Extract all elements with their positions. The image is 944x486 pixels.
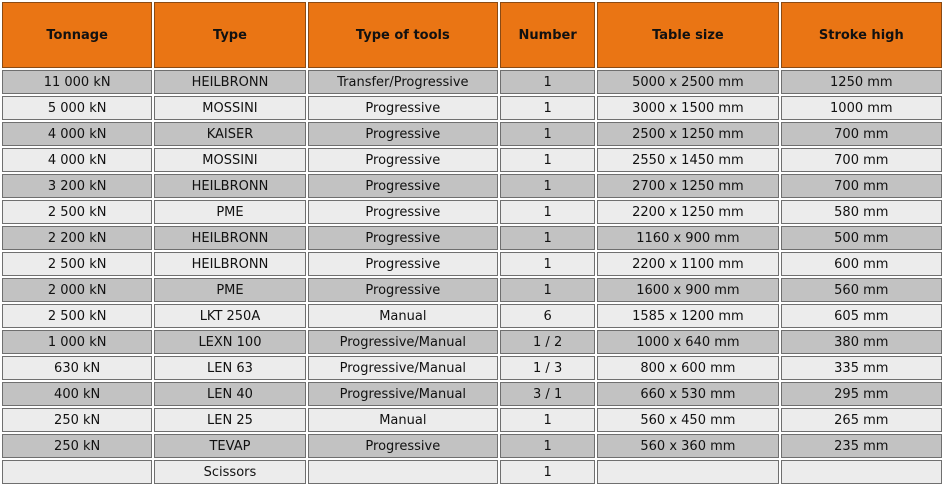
- stroke-cell: 600 mm: [781, 252, 942, 276]
- stroke-cell: [781, 460, 942, 484]
- table-row: [2, 200, 942, 224]
- number-cell: 3 / 1: [500, 382, 595, 406]
- number-cell: 1: [500, 226, 595, 250]
- number-cell: 1: [500, 70, 595, 94]
- column-header-table-size: Table size: [597, 2, 778, 68]
- tool-type-cell: Progressive/Manual: [308, 382, 498, 406]
- tonnage-cell: 3 200 kN: [2, 174, 152, 198]
- stroke-cell: 605 mm: [781, 304, 942, 328]
- stroke-cell: 1000 mm: [781, 96, 942, 120]
- type-cell: HEILBRONN: [154, 226, 305, 250]
- tool-type-cell: Progressive: [308, 278, 498, 302]
- type-cell: LKT 250A: [154, 304, 305, 328]
- tool-type-cell: Progressive: [308, 434, 498, 458]
- tool-type-cell: Progressive: [308, 252, 498, 276]
- tool-type-cell: Progressive/Manual: [308, 356, 498, 380]
- tool-type-cell: Progressive: [308, 226, 498, 250]
- type-cell: TEVAP: [154, 434, 305, 458]
- number-cell: 1: [500, 252, 595, 276]
- tool-type-cell: [308, 460, 498, 484]
- table-size-cell: 1585 x 1200 mm: [597, 304, 778, 328]
- tonnage-cell: 1 000 kN: [2, 330, 152, 354]
- column-header-number: Number: [500, 2, 595, 68]
- type-cell: HEILBRONN: [154, 174, 305, 198]
- stroke-cell: 700 mm: [781, 122, 942, 146]
- number-cell: 1: [500, 408, 595, 432]
- stroke-cell: 235 mm: [781, 434, 942, 458]
- type-cell: HEILBRONN: [154, 252, 305, 276]
- table-body: [2, 70, 942, 484]
- tonnage-cell: 4 000 kN: [2, 122, 152, 146]
- number-cell: 1: [500, 460, 595, 484]
- number-cell: 1: [500, 278, 595, 302]
- type-cell: MOSSINI: [154, 148, 305, 172]
- table-row: [2, 148, 942, 172]
- number-cell: 6: [500, 304, 595, 328]
- column-header-stroke-high: Stroke high: [781, 2, 942, 68]
- table-size-cell: 1600 x 900 mm: [597, 278, 778, 302]
- tool-type-cell: Progressive/Manual: [308, 330, 498, 354]
- table-row: [2, 304, 942, 328]
- number-cell: 1: [500, 174, 595, 198]
- table-size-cell: 5000 x 2500 mm: [597, 70, 778, 94]
- table-size-cell: 660 x 530 mm: [597, 382, 778, 406]
- type-cell: KAISER: [154, 122, 305, 146]
- table-row: [2, 408, 942, 432]
- tonnage-cell: 250 kN: [2, 408, 152, 432]
- stroke-cell: 335 mm: [781, 356, 942, 380]
- table-size-cell: 800 x 600 mm: [597, 356, 778, 380]
- table-row: [2, 122, 942, 146]
- table-size-cell: 2550 x 1450 mm: [597, 148, 778, 172]
- number-cell: 1: [500, 122, 595, 146]
- stroke-cell: 580 mm: [781, 200, 942, 224]
- table-row: [2, 70, 942, 94]
- tool-type-cell: Manual: [308, 408, 498, 432]
- number-cell: 1: [500, 96, 595, 120]
- tonnage-cell: 2 500 kN: [2, 200, 152, 224]
- table-size-cell: 2200 x 1250 mm: [597, 200, 778, 224]
- table-size-cell: 2500 x 1250 mm: [597, 122, 778, 146]
- number-cell: 1 / 3: [500, 356, 595, 380]
- stroke-cell: 380 mm: [781, 330, 942, 354]
- tool-type-cell: Progressive: [308, 96, 498, 120]
- tonnage-cell: 5 000 kN: [2, 96, 152, 120]
- table-size-cell: 1160 x 900 mm: [597, 226, 778, 250]
- tonnage-cell: 2 200 kN: [2, 226, 152, 250]
- table-row: [2, 252, 942, 276]
- table-row: [2, 96, 942, 120]
- table-header: [2, 2, 942, 68]
- tool-type-cell: Progressive: [308, 174, 498, 198]
- table-row: [2, 330, 942, 354]
- stroke-cell: 500 mm: [781, 226, 942, 250]
- stroke-cell: 1250 mm: [781, 70, 942, 94]
- tonnage-cell: 2 000 kN: [2, 278, 152, 302]
- type-cell: LEN 63: [154, 356, 305, 380]
- table-size-cell: 2700 x 1250 mm: [597, 174, 778, 198]
- stroke-cell: 265 mm: [781, 408, 942, 432]
- type-cell: LEN 25: [154, 408, 305, 432]
- tonnage-cell: 4 000 kN: [2, 148, 152, 172]
- column-header-type: Type: [154, 2, 305, 68]
- tool-type-cell: Transfer/Progressive: [308, 70, 498, 94]
- stroke-cell: 560 mm: [781, 278, 942, 302]
- tonnage-cell: 11 000 kN: [2, 70, 152, 94]
- stroke-cell: 700 mm: [781, 148, 942, 172]
- number-cell: 1: [500, 434, 595, 458]
- table-row: [2, 226, 942, 250]
- type-cell: PME: [154, 278, 305, 302]
- tool-type-cell: Progressive: [308, 148, 498, 172]
- number-cell: 1 / 2: [500, 330, 595, 354]
- tonnage-cell: 2 500 kN: [2, 304, 152, 328]
- type-cell: MOSSINI: [154, 96, 305, 120]
- column-header-type-of-tools: Type of tools: [308, 2, 498, 68]
- header-row: [2, 2, 942, 68]
- type-cell: LEN 40: [154, 382, 305, 406]
- table-size-cell: 560 x 450 mm: [597, 408, 778, 432]
- number-cell: 1: [500, 148, 595, 172]
- table-row: [2, 434, 942, 458]
- tonnage-cell: 250 kN: [2, 434, 152, 458]
- tool-type-cell: Progressive: [308, 122, 498, 146]
- tonnage-cell: 400 kN: [2, 382, 152, 406]
- table-row: [2, 460, 942, 484]
- type-cell: HEILBRONN: [154, 70, 305, 94]
- tool-type-cell: Progressive: [308, 200, 498, 224]
- tonnage-cell: [2, 460, 152, 484]
- table-row: [2, 278, 942, 302]
- stroke-cell: 700 mm: [781, 174, 942, 198]
- column-header-tonnage: Tonnage: [2, 2, 152, 68]
- table-row: [2, 174, 942, 198]
- tool-type-cell: Manual: [308, 304, 498, 328]
- tonnage-cell: 2 500 kN: [2, 252, 152, 276]
- table-size-cell: [597, 460, 778, 484]
- table-size-cell: 3000 x 1500 mm: [597, 96, 778, 120]
- table-size-cell: 1000 x 640 mm: [597, 330, 778, 354]
- type-cell: Scissors: [154, 460, 305, 484]
- type-cell: PME: [154, 200, 305, 224]
- table-row: [2, 382, 942, 406]
- number-cell: 1: [500, 200, 595, 224]
- tonnage-cell: 630 kN: [2, 356, 152, 380]
- type-cell: LEXN 100: [154, 330, 305, 354]
- table-size-cell: 2200 x 1100 mm: [597, 252, 778, 276]
- table-row: [2, 356, 942, 380]
- table-size-cell: 560 x 360 mm: [597, 434, 778, 458]
- stroke-cell: 295 mm: [781, 382, 942, 406]
